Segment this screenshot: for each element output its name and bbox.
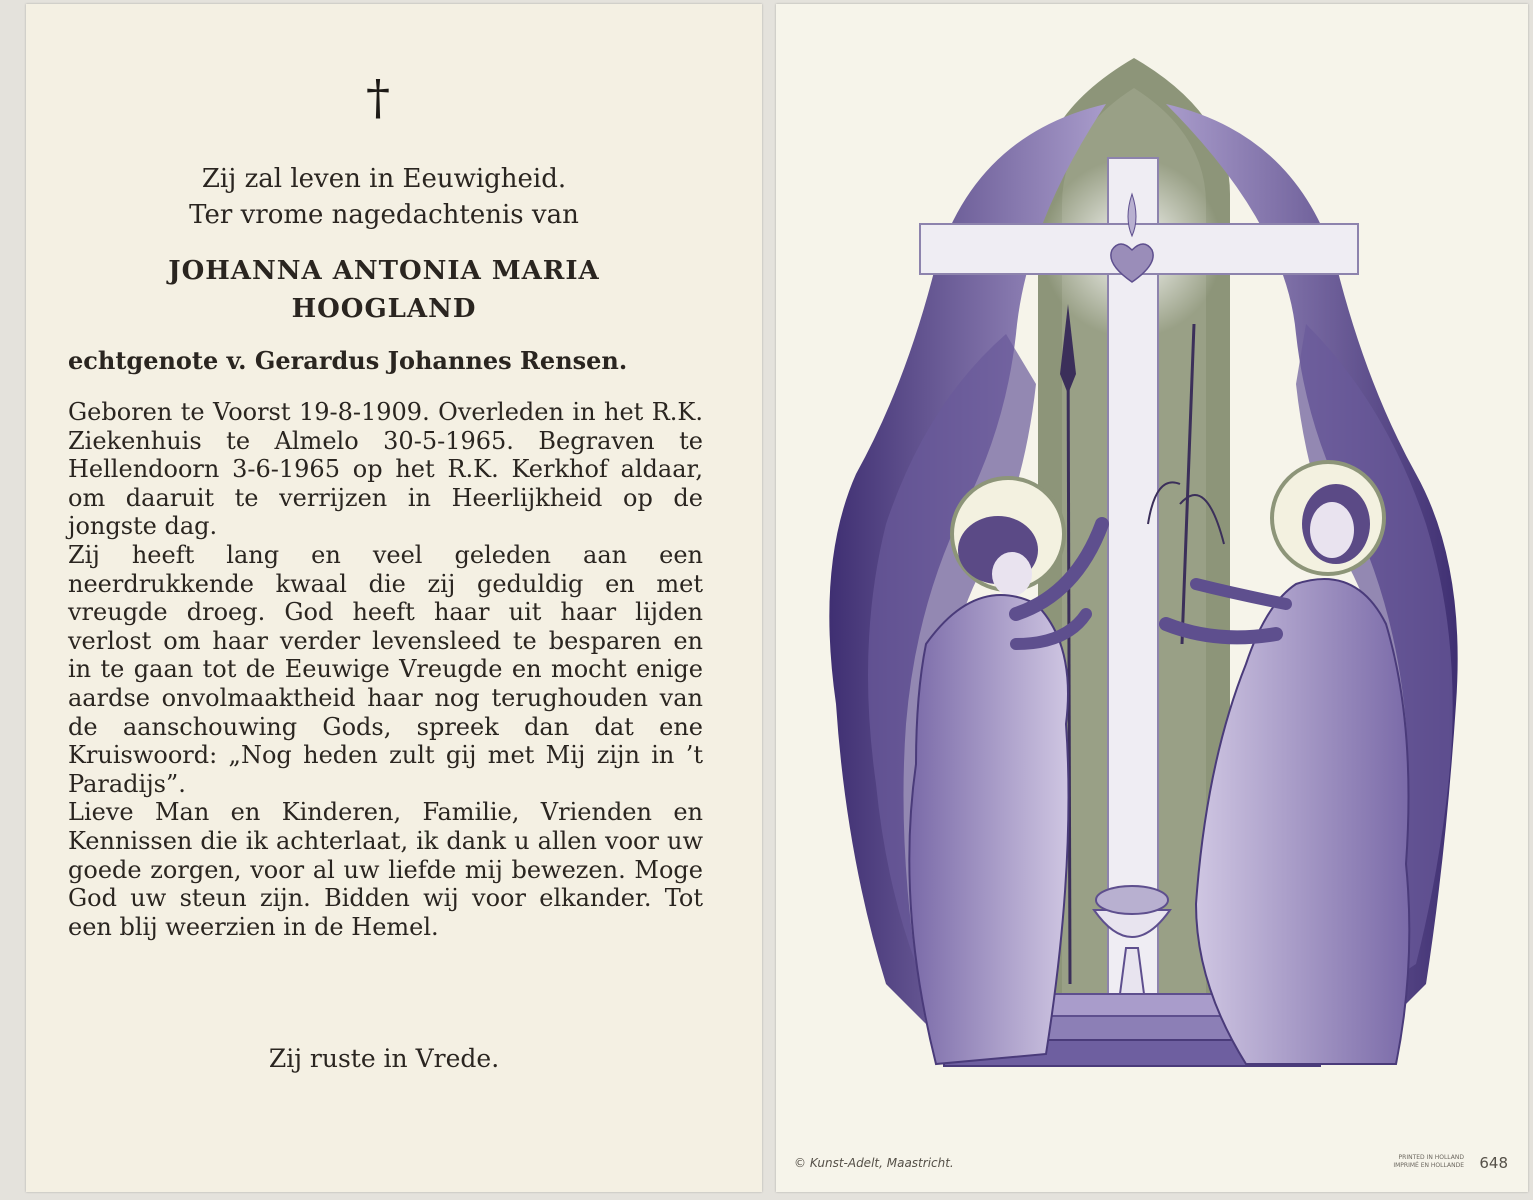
memorial-text-card bbox=[26, 4, 762, 1192]
printed-line-2: IMPRIMÉ EN HOLLANDE bbox=[1393, 1162, 1464, 1169]
cross-icon: † bbox=[366, 70, 390, 126]
spouse-line: echtgenote v. Gerardus Johannes Rensen. bbox=[68, 346, 628, 375]
angels-adoring-cross-illustration bbox=[776, 4, 1528, 1192]
card-number: 648 bbox=[1479, 1154, 1508, 1172]
intro-line-1: Zij zal leven in Eeuwigheid. bbox=[201, 164, 567, 194]
closing-line: Zij ruste in Vrede. bbox=[268, 1044, 500, 1073]
printed-line-1: PRINTED IN HOLLAND bbox=[1398, 1154, 1464, 1161]
paragraph-farewell: Lieve Man en Kinderen, Familie, Vrienden en Kennissen die ik achterlaat, ik dank u allen voor uw goede zorgen, voor al uw liefde mij bewezen. Moge God uw steun zijn. Bidden wij voor elkander. Tot een blij weerzien in de Hemel. bbox=[68, 798, 703, 941]
intro-line-2: Ter vrome nagedachtenis van bbox=[189, 200, 579, 230]
holy-card-image-side bbox=[776, 4, 1528, 1192]
paragraph-suffering: Zij heeft lang en veel geleden aan een neerdrukkende kwaal die zij geduldig en met vreugde droeg. God heeft haar uit haar lijden verlost om haar verder levensleed te besparen en in te gaan tot de Eeuwige Vreugde en mocht enige aardse onvolmaaktheid haar nog terughouden van de aanschouwing Gods, spreek dan dat ene Kruiswoord: „Nog heden zult gij met Mij zijn in ’t Paradijs”. bbox=[68, 540, 703, 798]
paragraph-life-dates: Geboren te Voorst 19-8-1909. Overleden in het R.K. Ziekenhuis te Almelo 30-5-1965. Begraven te Hellendoorn 3-6-1965 op het R.K. Kerkhof aldaar, om daaruit te verrijzen in Heerlijkheid op de jongste dag. bbox=[68, 398, 703, 541]
deceased-name-line-1: JOHANNA ANTONIA MARIA bbox=[168, 256, 600, 286]
copyright-notice: © Kunst-Adelt, Maastricht. bbox=[794, 1156, 954, 1170]
deceased-name-line-2: HOOGLAND bbox=[291, 294, 477, 324]
printed-in-holland-notice bbox=[1364, 1154, 1464, 1170]
memorial-body bbox=[68, 398, 703, 941]
